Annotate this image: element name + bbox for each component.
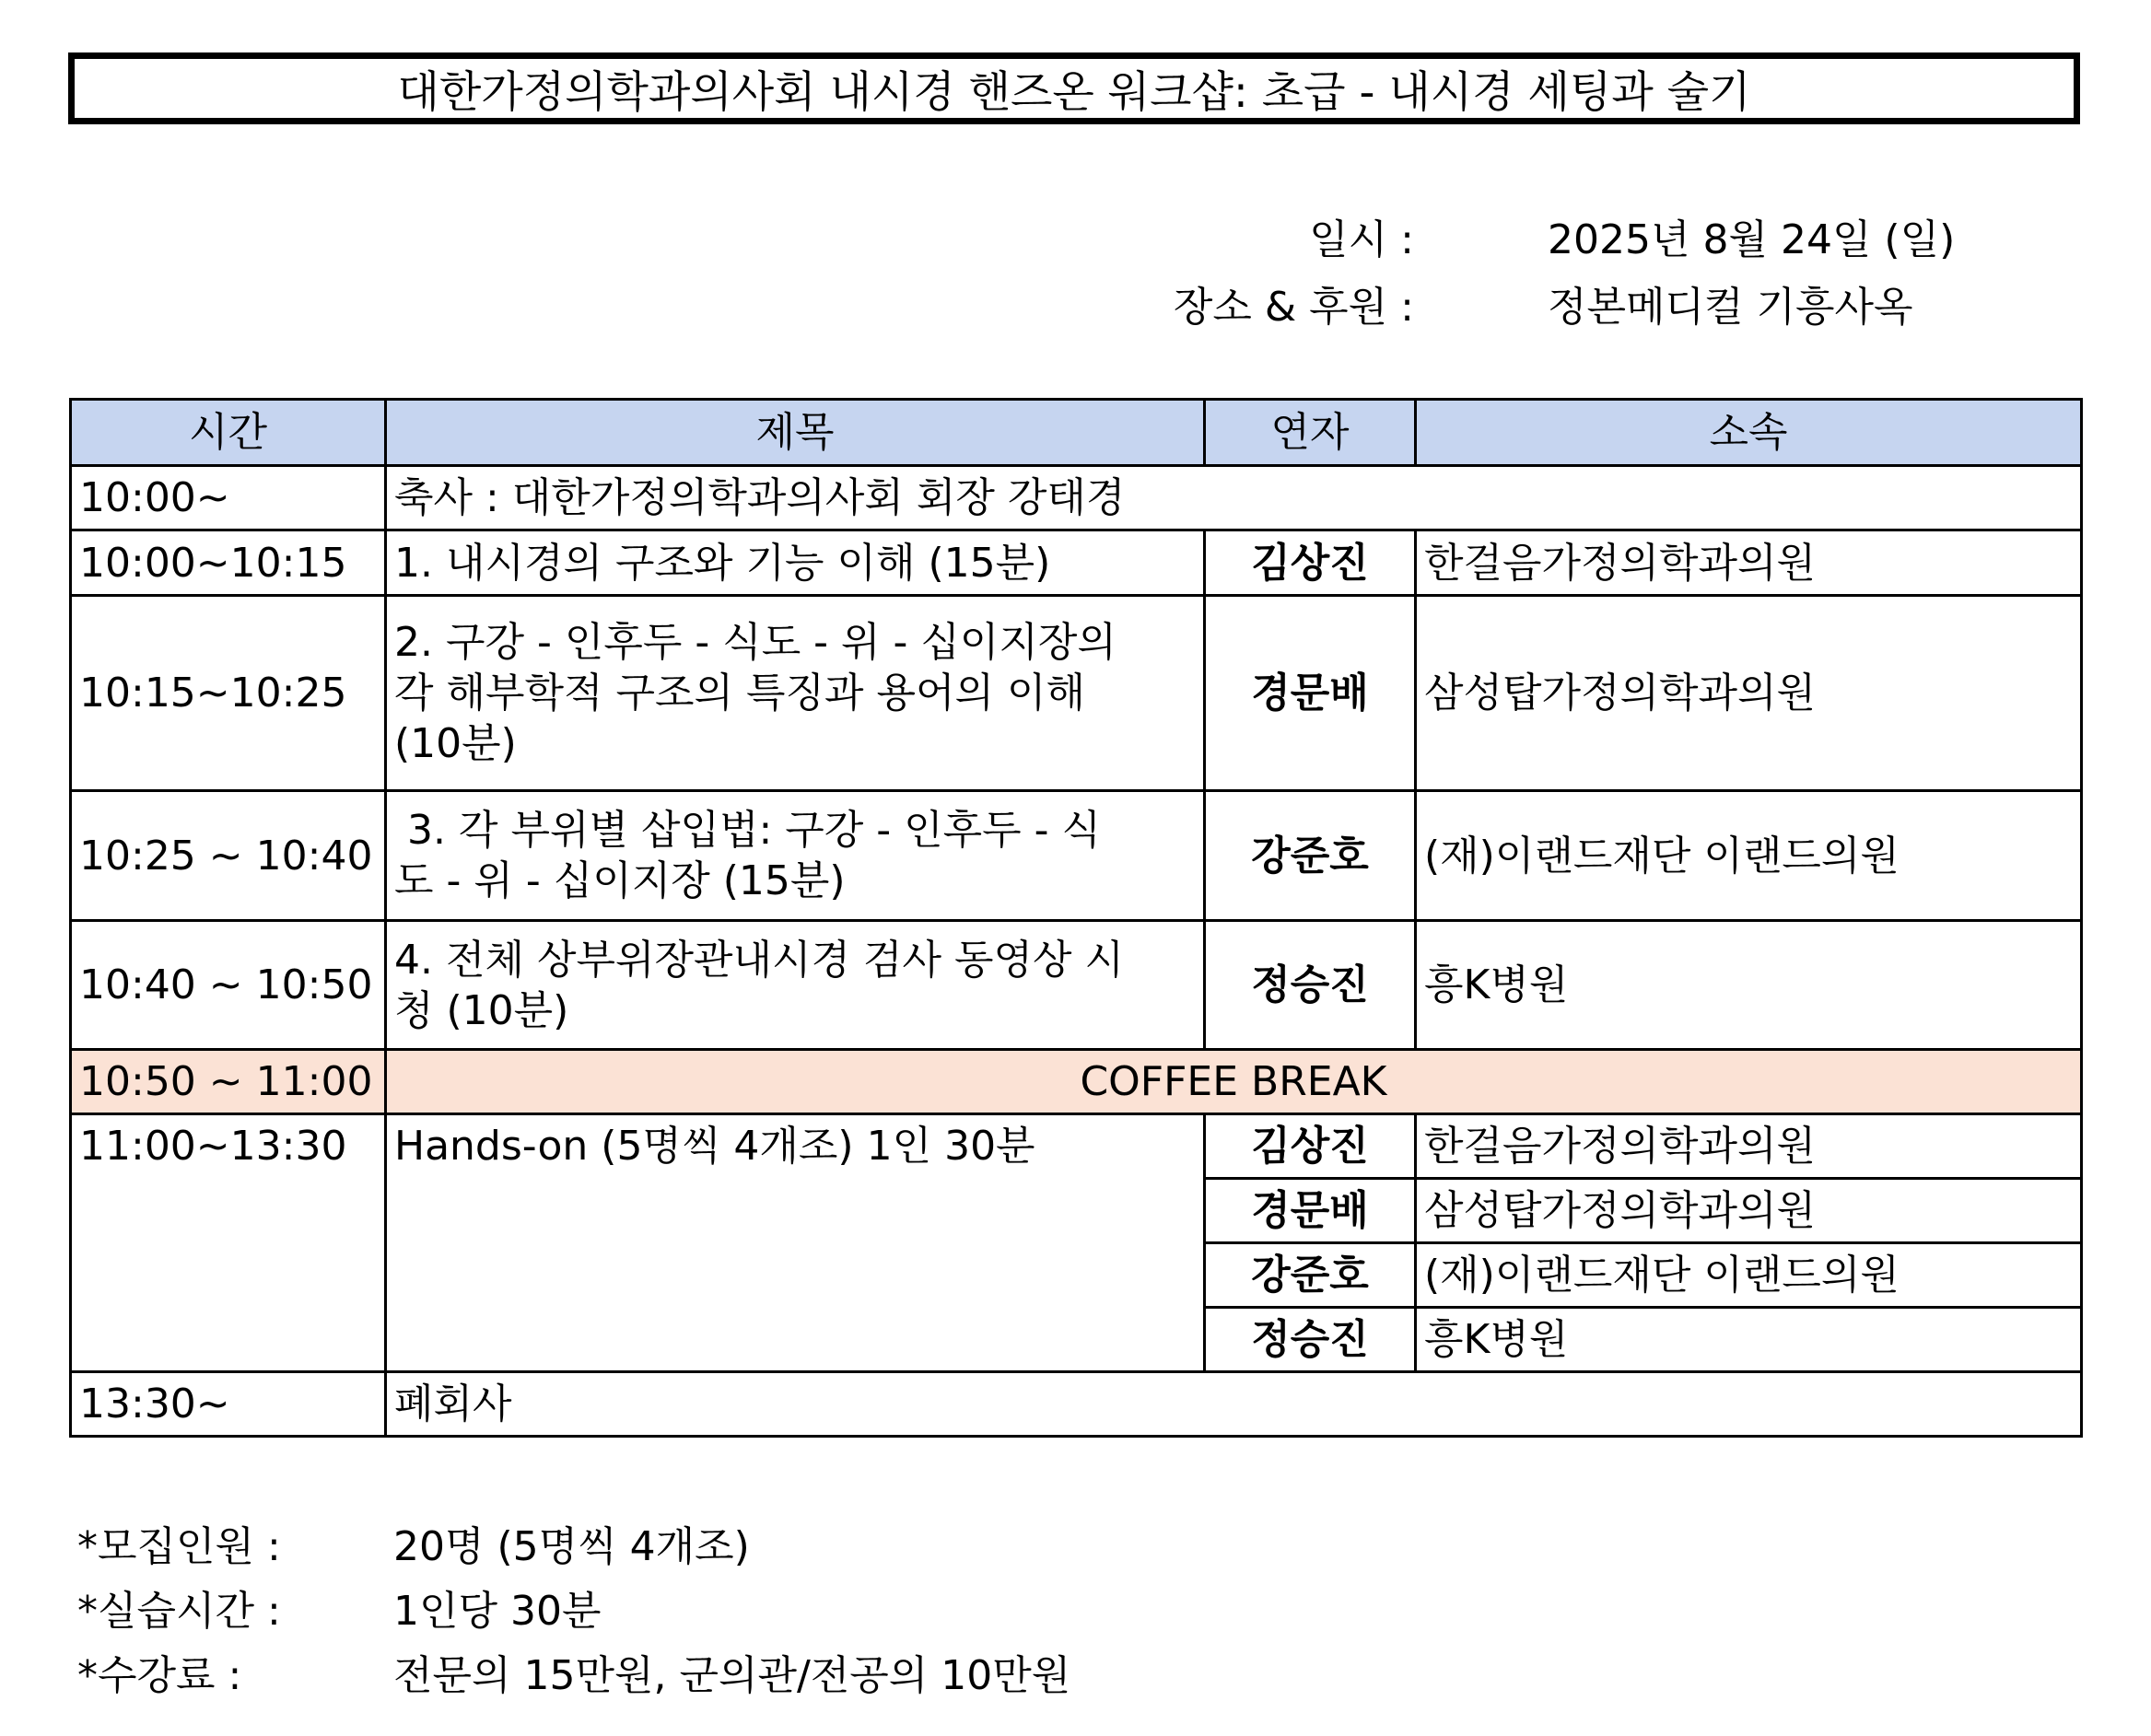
table-row bbox=[71, 1114, 2082, 1179]
header-row bbox=[71, 400, 2082, 466]
title-cell: 폐회사 bbox=[386, 1372, 2082, 1437]
time-cell: 11:00~13:30 bbox=[71, 1114, 386, 1372]
title-cell bbox=[386, 921, 1205, 1050]
affiliation-cell: (재)이랜드재단 이랜드의원 bbox=[1416, 791, 2082, 921]
time-cell: 10:40 ~ 10:50 bbox=[71, 921, 386, 1050]
table-row bbox=[71, 530, 2082, 596]
title-line: 2. 구강 - 인후두 - 식도 - 위 - 십이지장의 bbox=[394, 619, 1116, 666]
affiliation-cell: 삼성탑가정의학과의원 bbox=[1416, 596, 2082, 791]
table-row bbox=[71, 596, 2082, 791]
time-cell: 10:15~10:25 bbox=[71, 596, 386, 791]
title-cell: 1. 내시경의 구조와 기능 이해 (15분) bbox=[386, 530, 1205, 596]
title-cell bbox=[386, 596, 1205, 791]
title-cell: Hands-on (5명씩 4개조) 1인 30분 bbox=[386, 1114, 1205, 1372]
coffee-break-label: COFFEE BREAK bbox=[386, 1050, 2082, 1114]
place-label: 장소 & 후원 : bbox=[1173, 284, 1414, 331]
speaker-cell: 정승진 bbox=[1205, 921, 1416, 1050]
recruit-label: *모집인원 : bbox=[77, 1523, 281, 1570]
speaker-cell: 강준호 bbox=[1205, 791, 1416, 921]
title-line: 청 (10분) bbox=[394, 986, 569, 1034]
speaker-cell: 김상진 bbox=[1205, 1114, 1416, 1179]
date-value: 2025년 8월 24일 (일) bbox=[1548, 216, 1956, 263]
title-cell bbox=[386, 791, 1205, 921]
break-row bbox=[71, 1050, 2082, 1114]
table-row bbox=[71, 466, 2082, 530]
place-value: 정본메디컬 기흥사옥 bbox=[1548, 284, 1913, 331]
title-cell: 축사 : 대한가정의학과의사회 회장 강태경 bbox=[386, 466, 2082, 530]
title-text: 대한가정의학과의사회 내시경 핸즈온 워크샵: 초급 - 내시경 세팅과 술기 bbox=[397, 66, 1751, 118]
speaker-cell: 경문배 bbox=[1205, 596, 1416, 791]
speaker-cell: 김상진 bbox=[1205, 530, 1416, 596]
time-cell: 10:25 ~ 10:40 bbox=[71, 791, 386, 921]
table-row bbox=[71, 921, 2082, 1050]
header-title: 제목 bbox=[386, 400, 1205, 466]
practice-time-label: *실습시간 : bbox=[77, 1588, 281, 1635]
table-row bbox=[71, 1372, 2082, 1437]
fee-label: *수강료 : bbox=[77, 1652, 242, 1699]
speaker-cell: 강준호 bbox=[1205, 1243, 1416, 1308]
page-title bbox=[68, 52, 2080, 124]
speaker-cell: 경문배 bbox=[1205, 1179, 1416, 1243]
time-cell: 10:50 ~ 11:00 bbox=[71, 1050, 386, 1114]
affiliation-cell: 흥K병원 bbox=[1416, 921, 2082, 1050]
affiliation-cell: 한걸음가정의학과의원 bbox=[1416, 1114, 2082, 1179]
affiliation-cell: 한걸음가정의학과의원 bbox=[1416, 530, 2082, 596]
speaker-cell: 정승진 bbox=[1205, 1308, 1416, 1372]
affiliation-cell: 흥K병원 bbox=[1416, 1308, 2082, 1372]
time-cell: 10:00~10:15 bbox=[71, 530, 386, 596]
title-line: 도 - 위 - 십이지장 (15분) bbox=[394, 857, 846, 904]
affiliation-cell: (재)이랜드재단 이랜드의원 bbox=[1416, 1243, 2082, 1308]
title-line: (10분) bbox=[394, 720, 517, 767]
recruit-value: 20명 (5명씩 4개조) bbox=[393, 1523, 750, 1570]
title-line: 3. 각 부위별 삽입법: 구강 - 인후두 - 식 bbox=[394, 807, 1101, 854]
header-affiliation: 소속 bbox=[1416, 400, 2082, 466]
affiliation-cell: 삼성탑가정의학과의원 bbox=[1416, 1179, 2082, 1243]
fee-value: 전문의 15만원, 군의관/전공의 10만원 bbox=[393, 1652, 1071, 1699]
time-cell: 10:00~ bbox=[71, 466, 386, 530]
time-cell: 13:30~ bbox=[71, 1372, 386, 1437]
title-line: 각 해부학적 구조의 특징과 용어의 이해 bbox=[394, 670, 1085, 717]
title-line: 4. 전체 상부위장관내시경 검사 동영상 시 bbox=[394, 936, 1124, 984]
header-time: 시간 bbox=[71, 400, 386, 466]
header-speaker: 연자 bbox=[1205, 400, 1416, 466]
schedule-table bbox=[69, 398, 2083, 1438]
table-row bbox=[71, 791, 2082, 921]
practice-time-value: 1인당 30분 bbox=[393, 1588, 602, 1635]
date-label: 일시 : bbox=[1309, 216, 1414, 263]
